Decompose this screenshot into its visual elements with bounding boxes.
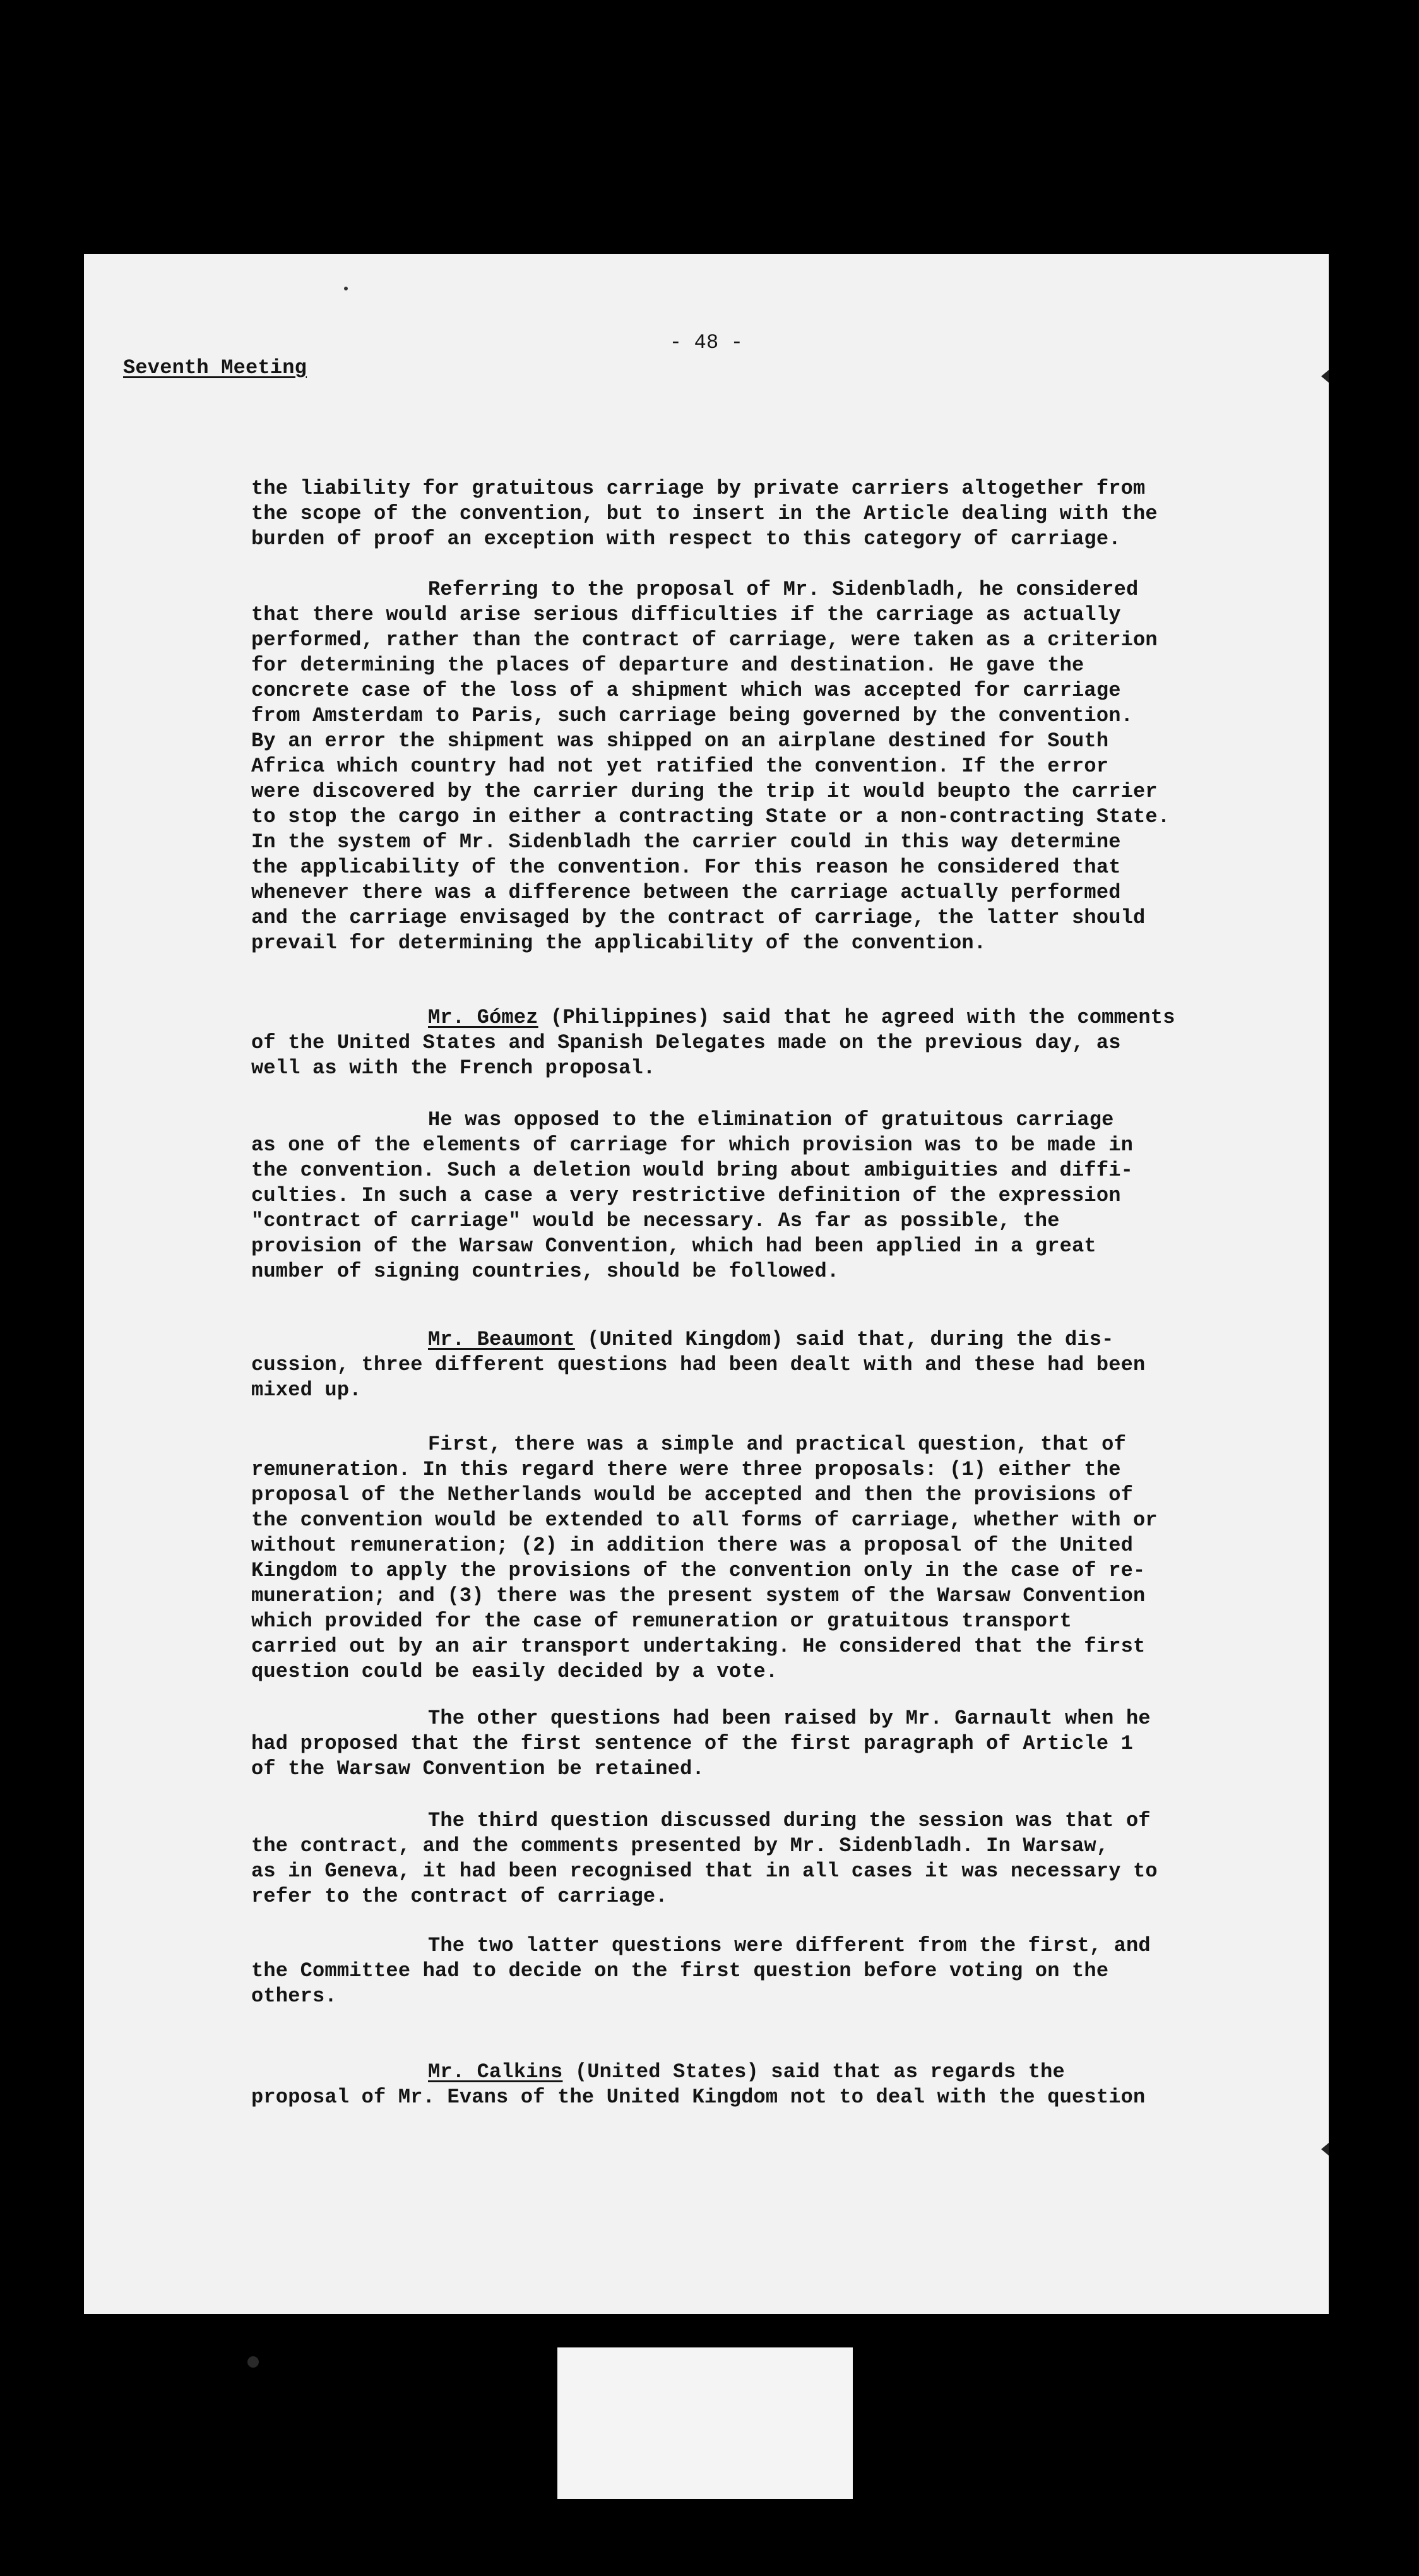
paragraph-text: The third question discussed during the session was that of the contract, and the comments presented by Mr. Sidenbladh. In Warsaw, as in Geneva, it had been recognised that in all cases it was necessary to refer to the contract of carriage.: [251, 1809, 1158, 1908]
paragraph: [251, 577, 1198, 956]
paragraph: [251, 1005, 1198, 1081]
paragraph: [251, 1706, 1198, 1782]
speaker-name: Mr. Beaumont: [428, 1328, 575, 1351]
paragraph-text: The two latter questions were different from the first, and the Committee had to decide on the first question before voting on the others.: [251, 1934, 1151, 2008]
paragraph-text: (United States) said that as regards the proposal of Mr. Evans of the United Kingdom not to deal with the question: [251, 2060, 1146, 2109]
paragraph: [251, 476, 1198, 552]
paragraph: [251, 1327, 1198, 1403]
margin-mark: [1321, 2143, 1329, 2156]
dust-speck: [247, 2356, 259, 2368]
paragraph: [251, 1808, 1198, 1909]
paragraph: [251, 1432, 1198, 1685]
page-number: - 48 -: [669, 331, 744, 354]
speaker-name: Mr. Calkins: [428, 2060, 563, 2084]
margin-mark: [1321, 370, 1329, 383]
paragraph: [251, 1933, 1198, 2009]
paragraph-text: The other questions had been raised by Mr. Garnault when he had proposed that the first sentence of the first paragraph of Article 1 of the Warsaw Convention be retained.: [251, 1707, 1151, 1780]
paragraph-text: First, there was a simple and practical question, that of remuneration. In this regard there were three proposals: (1) either the proposal of the Netherlands would be accepted and then the provisions of the convention would be extended to all forms of carriage, whether with or without remuneration; (2) in addition there was a proposal of the United Kingdom to apply the provisions of the convention only in the case of re- muneration; and (3) there was the present system of the Warsaw Convention which provided for the case of remuneration or gratuitous transport carried out by an air transport undertaking. He considered that the first question could be easily decided by a vote.: [251, 1433, 1158, 1683]
meeting-label: Seventh Meeting: [123, 356, 307, 379]
paragraph-text: the liability for gratuitous carriage by private carriers altogether from the scope of the convention, but to insert in the Article dealing with the burden of proof an exception with respect to this category of carriage.: [251, 477, 1158, 551]
paragraph: [251, 1107, 1198, 1284]
paper-speck: [344, 287, 348, 290]
document-page: [84, 254, 1329, 2314]
speaker-name: Mr. Gómez: [428, 1006, 538, 1029]
paragraph-text: He was opposed to the elimination of gratuitous carriage as one of the elements of carriage for which provision was to be made in the convention. Such a deletion would bring about ambiguities and diffi- culties. In such a case a very restrictive definition of the expression "contract of carriage" would be necessary. As far as possible, the provision of the Warsaw Convention, which had been applied in a great number of signing countries, should be followed.: [251, 1108, 1134, 1283]
paragraph-text: (United Kingdom) said that, during the dis- cussion, three different questions had been dealt with and these had been mixed up.: [251, 1328, 1146, 1402]
paragraph: [251, 2060, 1198, 2110]
film-frame-card: [557, 2347, 853, 2499]
paragraph-text: Referring to the proposal of Mr. Sidenbladh, he considered that there would arise serious difficulties if the carriage as actually performed, rather than the contract of carriage, were taken as a criterion for determining the places of departure and destination. He gave the concrete case of the loss of a shipment which was accepted for carriage from Amsterdam to Paris, such carriage being governed by the convention. By an error the shipment was shipped on an airplane destined for South Africa which country had not yet ratified the convention. If the error were discovered by the carrier during the trip it would beupto the carrier to stop the cargo in either a contracting State or a non-contracting State. In the system of Mr. Sidenbladh the carrier could in this way determine the applicability of the convention. For this reason he considered that whenever there was a difference between the carriage actually performed and the carriage envisaged by the contract of carriage, the latter should prevail for determining the applicability of the convention.: [251, 578, 1170, 955]
paragraph-text: (Philippines) said that he agreed with the comments of the United States and Spanish Delegates made on the previous day, as well as with the French proposal.: [251, 1006, 1175, 1080]
